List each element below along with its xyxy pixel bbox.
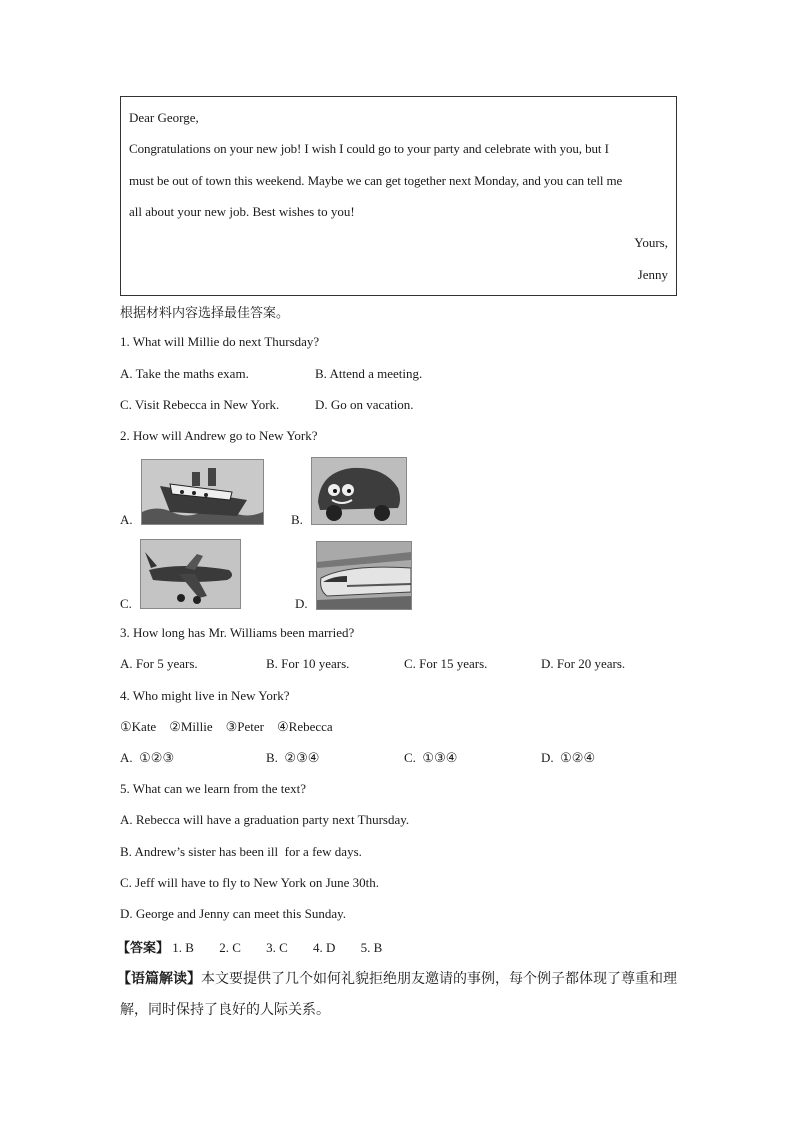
question-2-option-a[interactable]: A. [120, 512, 133, 527]
question-5-option-d[interactable]: D. George and Jenny can meet this Sunday. [120, 906, 347, 921]
answer-item: 1. B [172, 940, 194, 955]
car-image [311, 457, 407, 525]
answer-label: 【答案】 [117, 941, 170, 956]
question-1-option-c[interactable]: C. Visit Rebecca in New York. [120, 397, 280, 412]
question-4-option-d[interactable]: D. ①②④ [541, 750, 596, 765]
question-1-stem: 1. What will Millie do next Thursday? [120, 334, 320, 349]
analysis-text-2: 解，同时保持了良好的人际关系。 [120, 1002, 330, 1018]
analysis-text-1: 本文要提供了几个如何礼貌拒绝朋友邀请的事例，每个例子都体现了尊重和理 [201, 971, 677, 987]
letter-signature: Jenny [637, 267, 668, 282]
question-4-option-a[interactable]: A. ①②③ [120, 750, 175, 765]
question-3-stem: 3. How long has Mr. Williams been married? [120, 625, 355, 640]
answer-item: 5. B [360, 940, 383, 955]
analysis-line-1 [117, 968, 677, 988]
question-2-option-b[interactable]: B. [291, 512, 303, 527]
answer-item: 2. C [219, 940, 241, 955]
letter-box [120, 96, 677, 296]
question-5-stem: 5. What can we learn from the text? [120, 781, 307, 796]
question-4-option-b[interactable]: B. ②③④ [266, 750, 320, 765]
question-5-option-c[interactable]: C. Jeff will have to fly to New York on June 30th. [120, 875, 380, 890]
question-3-option-b[interactable]: B. For 10 years. [266, 656, 350, 671]
letter-line-1: Congratulations on your new job! I wish I could go to your party and celebrate with you, but I [129, 141, 609, 156]
analysis-label: 【语篇解读】 [117, 971, 201, 987]
question-2-stem: 2. How will Andrew go to New York? [120, 428, 318, 443]
question-4-choices: ①Kate ②Millie ③Peter ④Rebecca [120, 719, 333, 734]
ship-image [141, 459, 264, 525]
letter-closing: Yours, [634, 235, 668, 250]
letter-line-3: all about your new job. Best wishes to you! [129, 204, 355, 219]
answer-item: 3. C [266, 940, 288, 955]
train-image [316, 541, 412, 610]
letter-greeting: Dear George, [129, 110, 199, 125]
question-3-option-c[interactable]: C. For 15 years. [404, 656, 488, 671]
plane-image [140, 539, 241, 609]
letter-line-2: must be out of town this weekend. Maybe we can get together next Monday, and you can tell me [129, 173, 623, 188]
answer-item: 4. D [313, 940, 336, 955]
question-1-option-d[interactable]: D. Go on vacation. [315, 397, 414, 412]
question-3-option-d[interactable]: D. For 20 years. [541, 656, 626, 671]
question-5-option-b[interactable]: B. Andrew’s sister has been ill for a few days. [120, 844, 362, 859]
question-1-option-a[interactable]: A. Take the maths exam. [120, 366, 249, 381]
question-2-option-c[interactable]: C. [120, 596, 132, 611]
instruction: 根据材料内容选择最佳答案。 [120, 306, 290, 321]
answer-line [117, 937, 382, 956]
question-4-stem: 4. Who might live in New York? [120, 688, 290, 703]
question-2-option-d[interactable]: D. [295, 596, 308, 611]
question-5-option-a[interactable]: A. Rebecca will have a graduation party next Thursday. [120, 812, 410, 827]
question-3-option-a[interactable]: A. For 5 years. [120, 656, 198, 671]
question-1-option-b[interactable]: B. Attend a meeting. [315, 366, 423, 381]
question-4-option-c[interactable]: C. ①③④ [404, 750, 458, 765]
